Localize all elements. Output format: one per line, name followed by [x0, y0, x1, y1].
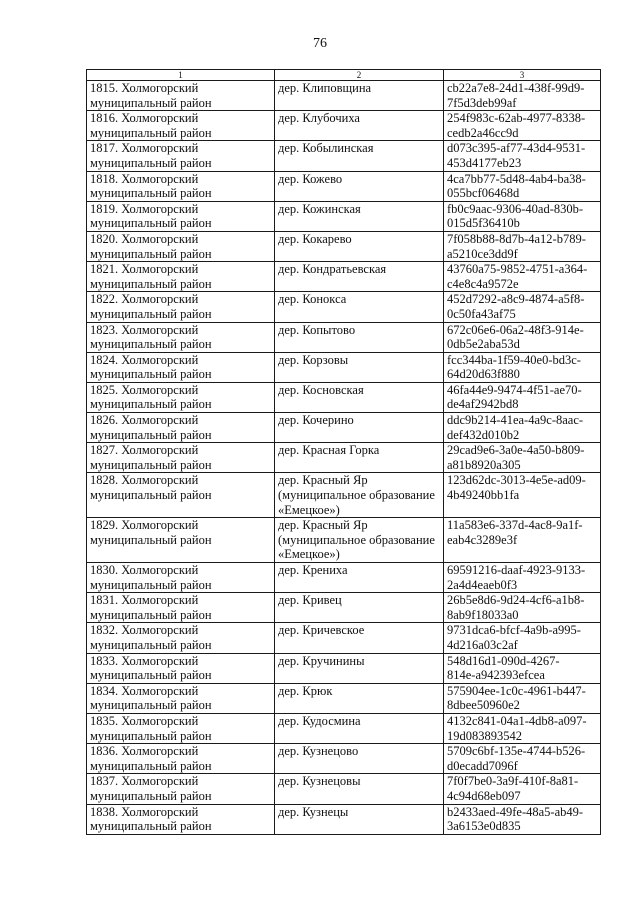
table-row: [87, 774, 601, 804]
guid-line: 0c50fa43af75: [447, 306, 516, 321]
settlement-cell: [275, 804, 444, 834]
district-cell: [87, 231, 275, 261]
settlement-line: дер. Кузнецы: [278, 804, 349, 819]
district-cell: [87, 413, 275, 443]
settlement-cell: [275, 171, 444, 201]
settlement-cell: [275, 201, 444, 231]
district-cell: [87, 518, 275, 563]
column-header-2: 2: [275, 70, 444, 81]
settlement-line: дер. Крениха: [278, 563, 348, 577]
district-line: муниципальный район: [90, 698, 212, 713]
guid-cell: [444, 171, 601, 201]
district-line: 1823. Холмогорский: [90, 322, 199, 337]
guid-cell: [444, 352, 601, 382]
settlement-cell: [275, 443, 444, 473]
table-row: [87, 231, 601, 261]
district-cell: [87, 653, 275, 683]
guid-line: fcc344ba-1f59-40e0-bd3c-: [447, 352, 581, 367]
guid-line: 254f983c-62ab-4977-8338-: [447, 111, 586, 126]
settlement-line: (муниципальное образование: [278, 532, 435, 547]
district-line: 1826. Холмогорский: [90, 413, 199, 428]
guid-line: 4c94d68eb097: [447, 788, 521, 803]
guid-cell: [444, 111, 601, 141]
guid-line: 69591216-daaf-4923-9133-: [447, 563, 586, 577]
district-line: муниципальный район: [90, 397, 212, 412]
guid-line: 3a6153e0d835: [447, 819, 521, 834]
district-cell: [87, 201, 275, 231]
guid-cell: [444, 593, 601, 623]
settlement-cell: [275, 231, 444, 261]
district-cell: [87, 683, 275, 713]
guid-cell: [444, 744, 601, 774]
guid-line: 672c06e6-06a2-48f3-914e-: [447, 322, 584, 337]
settlement-line: дер. Корзовы: [278, 352, 349, 367]
guid-line: 7f058b88-8d7b-4a12-b789-: [447, 231, 586, 246]
guid-cell: [444, 322, 601, 352]
district-line: 1816. Холмогорский: [90, 111, 199, 126]
settlement-line: дер. Клубочиха: [278, 111, 360, 126]
guid-line: 43760a75-9852-4751-a364-: [447, 262, 588, 277]
district-line: муниципальный район: [90, 95, 212, 110]
table-row: [87, 473, 601, 518]
settlement-line: дер. Кузнецовы: [278, 774, 361, 789]
table-row: [87, 563, 601, 593]
district-cell: [87, 443, 275, 473]
district-line: муниципальный район: [90, 532, 212, 547]
settlement-registry-table: [86, 69, 601, 835]
district-line: 1824. Холмогорский: [90, 352, 199, 367]
settlement-cell: [275, 292, 444, 322]
district-line: муниципальный район: [90, 427, 212, 442]
district-line: муниципальный район: [90, 758, 212, 773]
settlement-line: дер. Конокса: [278, 292, 347, 307]
guid-line: 452d7292-a8c9-4874-a5f8-: [447, 292, 585, 307]
settlement-line: дер. Красная Горка: [278, 443, 380, 458]
header-row: [87, 70, 601, 81]
district-line: муниципальный район: [90, 607, 212, 622]
district-line: муниципальный район: [90, 668, 212, 683]
guid-line: 575904ee-1c0c-4961-b447-: [447, 683, 586, 698]
guid-line: 7f0f7be0-3a9f-410f-8a81-: [447, 774, 579, 789]
district-line: муниципальный район: [90, 367, 212, 382]
district-line: муниципальный район: [90, 246, 212, 261]
district-cell: [87, 382, 275, 412]
table-row: [87, 322, 601, 352]
guid-cell: [444, 201, 601, 231]
district-cell: [87, 774, 275, 804]
settlement-line: дер. Клиповщина: [278, 81, 372, 95]
district-line: 1831. Холмогорский: [90, 593, 199, 608]
district-line: 1830. Холмогорский: [90, 563, 199, 577]
guid-line: 46fa44e9-9474-4f51-ae70-: [447, 382, 582, 397]
settlement-cell: [275, 141, 444, 171]
table-row: [87, 111, 601, 141]
table-row: [87, 262, 601, 292]
settlement-cell: [275, 322, 444, 352]
guid-line: 4b49240bb1fa: [447, 488, 520, 503]
table-row: [87, 593, 601, 623]
settlement-line: дер. Красный Яр: [278, 473, 368, 488]
guid-line: 0db5e2aba53d: [447, 337, 520, 352]
guid-cell: [444, 774, 601, 804]
settlement-line: дер. Кузнецово: [278, 744, 359, 759]
district-line: муниципальный район: [90, 186, 212, 201]
district-cell: [87, 593, 275, 623]
settlement-line: «Емецкое»): [278, 502, 340, 517]
guid-line: 9731dca6-bfcf-4a9b-a995-: [447, 623, 581, 638]
guid-line: 8ab9f18033a0: [447, 607, 519, 622]
guid-line: 2a4d4eaeb0f3: [447, 577, 518, 592]
guid-cell: [444, 804, 601, 834]
guid-line: 11a583e6-337d-4ac8-9a1f-: [447, 518, 583, 533]
settlement-cell: [275, 518, 444, 563]
column-header-3: 3: [444, 70, 601, 81]
settlement-line: дер. Красный Яр: [278, 518, 368, 533]
table-row: [87, 804, 601, 834]
guid-cell: [444, 473, 601, 518]
district-line: 1827. Холмогорский: [90, 443, 199, 458]
settlement-cell: [275, 111, 444, 141]
settlement-line: дер. Кожево: [278, 171, 343, 186]
district-cell: [87, 804, 275, 834]
settlement-cell: [275, 262, 444, 292]
settlement-line: дер. Кудосмина: [278, 713, 361, 728]
guid-line: def432d010b2: [447, 427, 520, 442]
guid-line: 055bcf06468d: [447, 186, 520, 201]
guid-line: 4ca7bb77-5d48-4ab4-ba38-: [447, 171, 586, 186]
settlement-line: дер. Кручинины: [278, 653, 365, 668]
district-line: 1822. Холмогорский: [90, 292, 199, 307]
table-row: [87, 683, 601, 713]
guid-cell: [444, 292, 601, 322]
district-line: муниципальный район: [90, 306, 212, 321]
settlement-cell: [275, 713, 444, 743]
guid-cell: [444, 443, 601, 473]
table-body: [87, 81, 601, 835]
guid-line: 123d62dc-3013-4e5e-ad09-: [447, 473, 586, 488]
settlement-cell: [275, 382, 444, 412]
district-line: 1828. Холмогорский: [90, 473, 199, 488]
guid-line: 548d16d1-090d-4267-: [447, 653, 560, 668]
guid-line: d073c395-af77-43d4-9531-: [447, 141, 586, 156]
district-line: муниципальный район: [90, 637, 212, 652]
guid-cell: [444, 518, 601, 563]
district-line: 1821. Холмогорский: [90, 262, 199, 277]
settlement-cell: [275, 593, 444, 623]
guid-cell: [444, 141, 601, 171]
table-row: [87, 352, 601, 382]
settlement-line: «Емецкое»): [278, 547, 340, 562]
district-line: 1834. Холмогорский: [90, 683, 199, 698]
district-cell: [87, 352, 275, 382]
guid-line: 814e-a942393efcea: [447, 668, 545, 683]
guid-line: b2433aed-49fe-48a5-ab49-: [447, 804, 584, 819]
table-row: [87, 141, 601, 171]
district-line: 1820. Холмогорский: [90, 231, 199, 246]
district-cell: [87, 292, 275, 322]
settlement-cell: [275, 774, 444, 804]
guid-line: 19d083893542: [447, 728, 522, 743]
district-line: муниципальный район: [90, 577, 212, 592]
district-line: муниципальный район: [90, 125, 212, 140]
settlement-line: дер. Кричевское: [278, 623, 365, 638]
guid-line: 64d20d63f880: [447, 367, 520, 382]
table-row: [87, 653, 601, 683]
district-line: 1838. Холмогорский: [90, 804, 199, 819]
table-row: [87, 413, 601, 443]
table-row: [87, 81, 601, 111]
guid-cell: [444, 713, 601, 743]
table-row: [87, 201, 601, 231]
district-line: муниципальный район: [90, 155, 212, 170]
guid-cell: [444, 262, 601, 292]
guid-line: a81b8920a305: [447, 457, 521, 472]
table-row: [87, 713, 601, 743]
settlement-cell: [275, 352, 444, 382]
settlement-line: дер. Кочерино: [278, 413, 354, 428]
settlement-line: дер. Косновская: [278, 382, 364, 397]
district-cell: [87, 322, 275, 352]
settlement-cell: [275, 413, 444, 443]
guid-line: 26b5e8d6-9d24-4cf6-a1b8-: [447, 593, 585, 608]
settlement-cell: [275, 563, 444, 593]
guid-cell: [444, 563, 601, 593]
district-line: муниципальный район: [90, 728, 212, 743]
district-line: муниципальный район: [90, 457, 212, 472]
settlement-line: дер. Кривец: [278, 593, 342, 608]
table-row: [87, 443, 601, 473]
settlement-line: дер. Кондратьевская: [278, 262, 387, 277]
settlement-cell: [275, 683, 444, 713]
district-line: 1837. Холмогорский: [90, 774, 199, 789]
guid-line: 29cad9e6-3a0e-4a50-b809-: [447, 443, 585, 458]
settlement-line: дер. Кобылинская: [278, 141, 374, 156]
district-line: 1825. Холмогорский: [90, 382, 199, 397]
guid-line: 453d4177eb23: [447, 155, 522, 170]
district-cell: [87, 744, 275, 774]
page-number: 76: [313, 36, 327, 51]
district-line: 1835. Холмогорский: [90, 713, 199, 728]
district-cell: [87, 563, 275, 593]
guid-cell: [444, 382, 601, 412]
district-cell: [87, 81, 275, 111]
settlement-cell: [275, 473, 444, 518]
guid-line: 8dbee50960e2: [447, 698, 520, 713]
guid-line: 7f5d3deb99af: [447, 95, 517, 110]
settlement-cell: [275, 653, 444, 683]
district-line: муниципальный район: [90, 337, 212, 352]
settlement-line: (муниципальное образование: [278, 488, 435, 503]
table-row: [87, 623, 601, 653]
settlement-line: дер. Кожинская: [278, 201, 361, 216]
district-line: муниципальный район: [90, 488, 212, 503]
table-row: [87, 382, 601, 412]
district-cell: [87, 623, 275, 653]
guid-cell: [444, 81, 601, 111]
district-cell: [87, 473, 275, 518]
guid-line: de4af2942bd8: [447, 397, 519, 412]
settlement-line: дер. Копытово: [278, 322, 356, 337]
district-line: муниципальный район: [90, 788, 212, 803]
guid-line: d0ecadd7096f: [447, 758, 518, 773]
district-line: 1817. Холмогорский: [90, 141, 199, 156]
district-line: муниципальный район: [90, 276, 212, 291]
guid-cell: [444, 623, 601, 653]
district-cell: [87, 262, 275, 292]
guid-cell: [444, 231, 601, 261]
guid-line: 5709c6bf-135e-4744-b526-: [447, 744, 586, 759]
column-header-1: 1: [87, 70, 275, 81]
settlement-line: дер. Крюк: [278, 683, 333, 698]
settlement-cell: [275, 744, 444, 774]
district-cell: [87, 713, 275, 743]
district-line: 1819. Холмогорский: [90, 201, 199, 216]
district-cell: [87, 141, 275, 171]
guid-line: eab4c3289e3f: [447, 532, 518, 547]
district-line: муниципальный район: [90, 216, 212, 231]
settlement-cell: [275, 623, 444, 653]
guid-line: fb0c9aac-9306-40ad-830b-: [447, 201, 584, 216]
district-line: 1833. Холмогорский: [90, 653, 199, 668]
district-line: муниципальный район: [90, 819, 212, 834]
table-row: [87, 744, 601, 774]
district-cell: [87, 111, 275, 141]
guid-line: cb22a7e8-24d1-438f-99d9-: [447, 81, 585, 95]
guid-cell: [444, 683, 601, 713]
guid-cell: [444, 653, 601, 683]
guid-line: a5210ce3dd9f: [447, 246, 518, 261]
guid-line: 015d5f36410b: [447, 216, 520, 231]
table-row: [87, 171, 601, 201]
guid-line: 4132c841-04a1-4db8-a097-: [447, 713, 587, 728]
guid-line: 4d216a03c2af: [447, 637, 518, 652]
district-cell: [87, 171, 275, 201]
table-header: [87, 70, 601, 81]
district-line: 1832. Холмогорский: [90, 623, 199, 638]
district-line: 1815. Холмогорский: [90, 81, 199, 95]
district-line: 1818. Холмогорский: [90, 171, 199, 186]
guid-line: cedb2a46cc9d: [447, 125, 519, 140]
table-row: [87, 518, 601, 563]
settlement-cell: [275, 81, 444, 111]
settlement-line: дер. Кокарево: [278, 231, 352, 246]
guid-line: ddc9b214-41ea-4a9c-8aac-: [447, 413, 584, 428]
district-line: 1836. Холмогорский: [90, 744, 199, 759]
guid-line: c4e8c4a9572e: [447, 276, 519, 291]
guid-cell: [444, 413, 601, 443]
district-line: 1829. Холмогорский: [90, 518, 199, 533]
table-row: [87, 292, 601, 322]
